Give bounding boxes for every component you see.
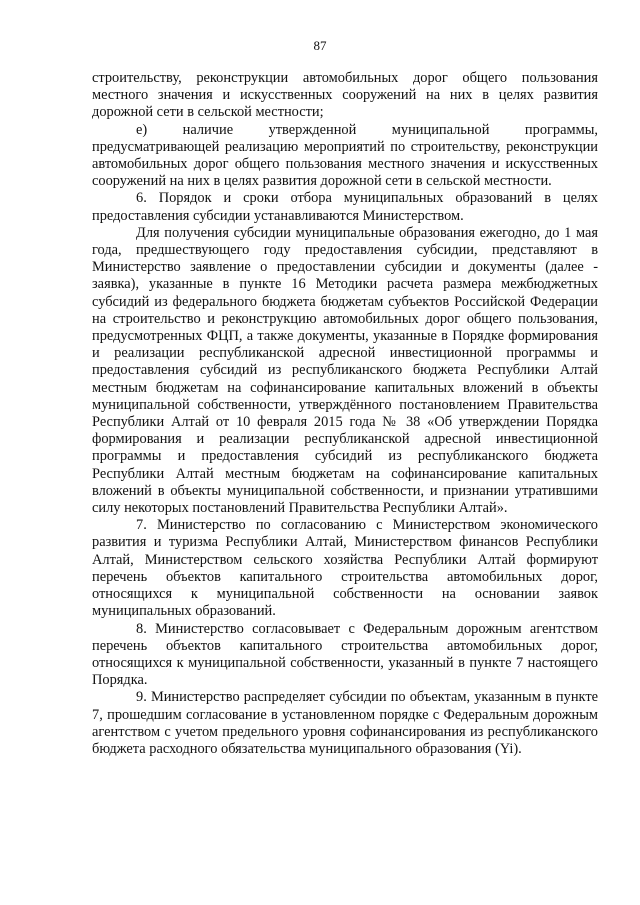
paragraph-item-e: е) наличие утвержденной муниципальной программы, предусматривающей реализацию мероприятий по строительству, реконструкции автомобильных дорог общего пользования местного значения и искусственных сооружений на них в целях развития дорожной сети в сельской местности. xyxy=(92,121,598,190)
page-number: 87 xyxy=(313,38,327,53)
paragraph-7: 7. Министерство по согласованию с Министерством экономического развития и туризма Республики Алтай, Министерством финансов Республики Алтай, Министерством сельского хозяйства Республики Алтай формируют перечень объектов капитального строительства автомобильных дорог, относящихся к муниципальной собственности на основании заявок муниципальных образований. xyxy=(92,517,598,620)
paragraph-9: 9. Министерство распределяет субсидии по объектам, указанным в пункте 7, прошедшим согласование в установленном порядке с Федеральным дорожным агентством с учетом предельного уровня софинансирования из республиканского бюджета расходного обязательства муниципального образования (Yi). xyxy=(92,689,598,757)
paragraph-continuation: строительству, реконструкции автомобильных дорог общего пользования местного значения и искусственных сооружений на них в целях развития дорожной сети в сельской местности; xyxy=(92,70,598,121)
paragraph-application: Для получения субсидии муниципальные образования ежегодно, до 1 мая года, предшествующего году предоставления субсидии, представляют в Министерство заявление о предоставлении субсидии и документы (далее - заявка), указанные в пункте 16 Методики расчета размера межбюджетных субсидий из федерального бюджета бюджетам субъектов Российской Федерации на строительство и реконструкцию автомобильных дорог общего пользования, предусмотренных ФЦП, а также документы, указанные в Порядке формирования и реализации республиканской адресной инвестиционной программы и предоставления субсидий из республиканского бюджета Республики Алтай местным бюджетам на софинансирование капитальных вложений в объекты муниципальной собственности, утверждённого постановлением Правительства Республики Алтай от 10 февраля 2015 года № 38 «Об утверждении Порядка формирования и реализации республиканской адресной инвестиционной программы и предоставления субсидий из республиканского бюджета Республики Алтай местным бюджетам на софинансирование капитальных вложений в объекты муниципальной собственности, и признании утратившими силу некоторых постановлений Правительства Республики Алтай». xyxy=(92,224,598,517)
paragraph-6: 6. Порядок и сроки отбора муниципальных образований в целях предоставления субсидии устанавливаются Министерством. xyxy=(92,190,598,224)
paragraph-8: 8. Министерство согласовывает с Федеральным дорожным агентством перечень объектов капитального строительства автомобильных дорог, относящихся к муниципальной собственности, указанный в пункте 7 настоящего Порядка. xyxy=(92,620,598,689)
document-body xyxy=(92,70,598,758)
